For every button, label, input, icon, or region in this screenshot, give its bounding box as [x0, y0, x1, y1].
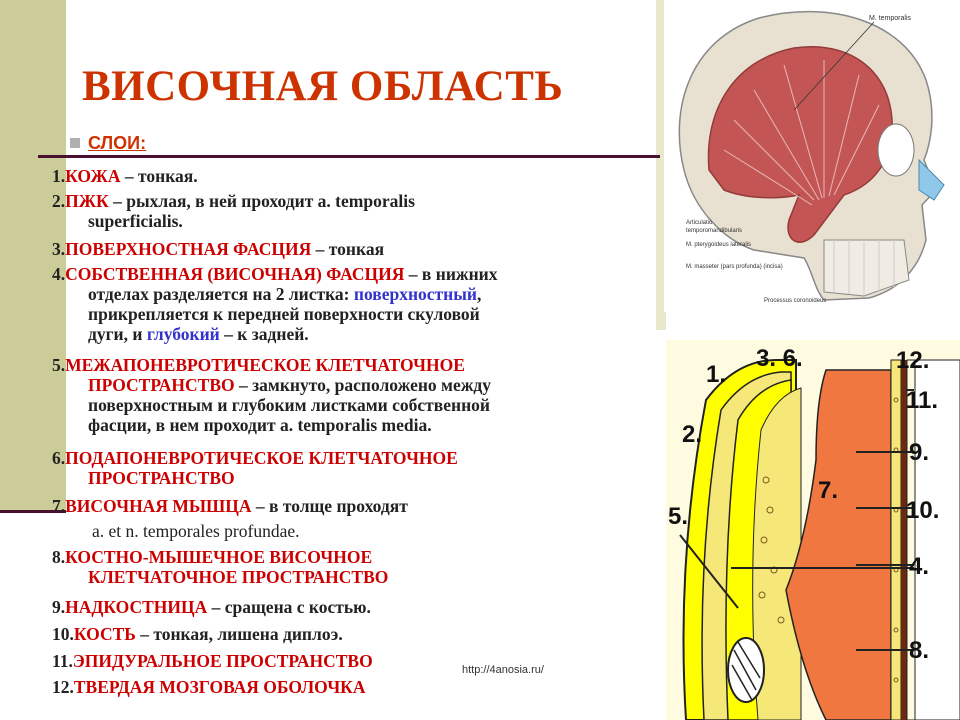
layer-item-5: 5.МЕЖАПОНЕВРОТИЧЕСКОЕ КЛЕТЧАТОЧНОЕ ПРОСТРАНСТВО – замкнуто, расположено между поверхностным и глубоким листками собственной фасции, в нем проходит а. temporalis media. [52, 355, 492, 435]
label-pterygoideus: M. pterygoideus lateralis [686, 242, 752, 248]
label-articulatio: Articulatio [686, 220, 713, 226]
temporal-layers-diagram [666, 340, 960, 720]
diagram-label-7: 7. [818, 477, 839, 504]
source-link[interactable]: http://4anosia.ru/ [462, 664, 544, 676]
layer-item-12: 12.ТВЕРДАЯ МОЗГОВАЯ ОБОЛОЧКА [52, 677, 366, 697]
layer-item-10: 10.КОСТЬ – тонкая, лишена диплоэ. [52, 624, 343, 644]
label-masseter: M. masseter (pars profunda) (incisa) [686, 264, 783, 270]
title-divider [38, 155, 660, 158]
layers-heading: СЛОИ: [88, 133, 147, 153]
layer-item-2: 2.ПЖК – рыхлая, в ней проходит а. temporalis superficialis. [52, 191, 415, 231]
layer-item-3: 3.ПОВЕРХНОСТНАЯ ФАСЦИЯ – тонкая [52, 239, 385, 259]
label-m-temporalis: M. temporalis [869, 15, 912, 22]
slide-title: ВИСОЧНАЯ ОБЛАСТЬ [82, 63, 564, 110]
label-processus: Processus coronoideus [764, 298, 827, 304]
diagram-label-3-6: 3. 6. [756, 345, 803, 372]
diagram-label-5: 5. [668, 503, 689, 530]
skull-temporalis-illustration [664, 0, 960, 312]
layer-item-11: 11.ЭПИДУРАЛЬНОЕ ПРОСТРАНСТВО [52, 651, 373, 671]
layer-item-9: 9.НАДКОСТНИЦА – сращена с костью. [52, 597, 371, 617]
diagram-label-4: 4. [909, 553, 930, 580]
diagram-label-9: 9. [909, 439, 930, 466]
layer-item-7: 7.ВИСОЧНАЯ МЫШЦА – в толще проходят а. et n. temporales profundae. [52, 496, 408, 541]
layer-item-4: 4.СОБСТВЕННАЯ (ВИСОЧНАЯ) ФАСЦИЯ – в нижних отделах разделяется на 2 листка: поверхностный, прикрепляется к передней поверхности скуловой дуги, и глубокий – к задней. [52, 264, 498, 344]
layer-item-1: 1.КОЖА – тонкая. [52, 166, 198, 186]
diagram-label-10: 10. [906, 497, 940, 524]
diagram-label-8: 8. [909, 637, 930, 664]
diagram-label-2: 2. [682, 421, 703, 448]
layer-item-6: 6.ПОДАПОНЕВРОТИЧЕСКОЕ КЛЕТЧАТОЧНОЕ ПРОСТРАНСТВО [52, 448, 458, 488]
diagram-label-12: 12. [896, 347, 930, 374]
bullet-icon [70, 138, 80, 148]
label-articulatio-2: temporomandibularis [686, 228, 743, 234]
diagram-label-1: 1. [706, 361, 727, 388]
layer-item-8: 8.КОСТНО-МЫШЕЧНОЕ ВИСОЧНОЕ КЛЕТЧАТОЧНОЕ ПРОСТРАНСТВО [52, 547, 389, 587]
diagram-label-11: 11. [906, 387, 939, 414]
